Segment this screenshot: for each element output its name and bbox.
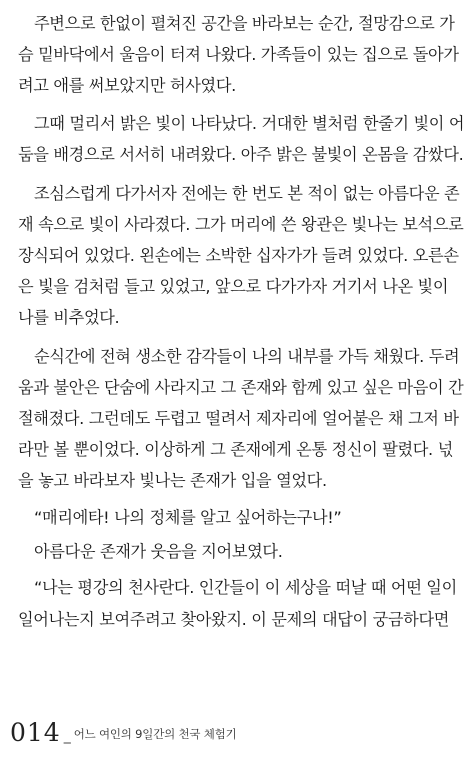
text-line: 장식되어 있었다. 왼손에는 소박한 십자가가 들려 있었다. 오른손 (18, 246, 459, 265)
text-line: 주변으로 한없이 펼쳐진 공간을 바라보는 순간, 절망감으로 가 (34, 14, 455, 33)
text-line: 나를 비추었다. (18, 308, 120, 327)
text-line: 재 속으로 빛이 사라졌다. 그가 머리에 쓴 왕관은 빛나는 보석으로 (18, 215, 464, 234)
text-line: 둠을 배경으로 서서히 내려왔다. 아주 밝은 불빛이 온몸을 감쌌다. (18, 145, 464, 164)
text-line: 움과 불안은 단숨에 사라지고 그 존재와 함께 있고 싶은 마음이 간 (18, 378, 464, 397)
text-line: 슴 밑바닥에서 울음이 터져 나왔다. 가족들이 있는 집으로 돌아가 (18, 45, 459, 64)
footer-separator: _ (63, 728, 71, 744)
text-line: 려고 애를 써보았지만 허사였다. (18, 76, 236, 95)
text-line: 절해졌다. 그런데도 두렵고 떨려서 제자리에 얼어붙은 채 그저 바 (18, 409, 459, 428)
text-line: 을 놓고 바라보자 빛나는 존재가 입을 열었다. (18, 471, 327, 490)
page-number: 014 (10, 718, 61, 747)
text-line: 은 빛을 검처럼 들고 있었고, 앞으로 다가가자 거기서 나온 빛이 (18, 277, 449, 296)
text-line: 조심스럽게 다가서자 전에는 한 번도 본 적이 없는 아름다운 존 (34, 184, 460, 203)
text-line: 그때 멀리서 밝은 빛이 나타났다. 거대한 별처럼 한줄기 빛이 어 (34, 114, 465, 133)
page-footer (10, 713, 236, 747)
running-title: 어느 여인의 9일간의 천국 체험기 (73, 727, 237, 741)
text-line: 라만 볼 뿐이었다. 이상하게 그 존재에게 온통 정신이 팔렸다. 넋 (18, 440, 453, 459)
text-line: “나는 평강의 천사란다. 인간들이 이 세상을 떠날 때 어떤 일이 (34, 578, 457, 597)
text-line: “매리에타! 나의 정체를 알고 싶어하는구나!” (34, 508, 342, 527)
text-line: 순식간에 전혀 생소한 감각들이 나의 내부를 가득 채웠다. 두려 (34, 347, 460, 366)
text-line: 아름다운 존재가 웃음을 지어보였다. (34, 542, 283, 561)
text-line: 일어나는지 보여주려고 찾아왔지. 이 문제의 대답이 궁금하다면 (18, 610, 450, 629)
